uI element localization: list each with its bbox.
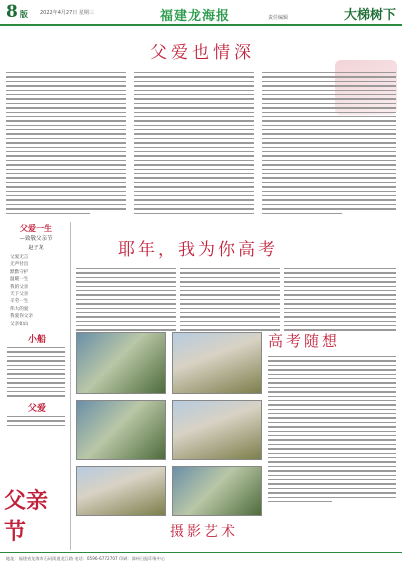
photo-2 bbox=[172, 332, 262, 394]
poem-line: 温暖一生 bbox=[10, 277, 29, 283]
photo-1 bbox=[76, 332, 166, 394]
poem-line: 辛劳一生 bbox=[10, 299, 29, 305]
article-title-poetry: 耶年，我为你高考 bbox=[118, 240, 278, 260]
photo-5 bbox=[76, 466, 166, 516]
editor-label: 责任编辑 bbox=[268, 15, 289, 21]
sidebar-heading-2: 小船 bbox=[28, 335, 47, 346]
poem-line: 天下父亲 bbox=[10, 292, 29, 298]
page-number: 8 版 bbox=[6, 2, 28, 22]
poem-line: 伟大的爱 bbox=[10, 306, 29, 312]
essay-body bbox=[268, 356, 396, 505]
article-body-left bbox=[6, 72, 126, 217]
column-name: 大梯树下 bbox=[343, 8, 396, 23]
poem-body-1 bbox=[76, 268, 176, 334]
poem-body-3 bbox=[284, 268, 396, 334]
fathers-day-art: 父亲节 bbox=[4, 488, 49, 545]
poem-body-2 bbox=[180, 268, 280, 334]
footer: 地址：福建省龙海市石码街道龙江路 电话：0596-6772707 印刷：漳州日报印务中心 bbox=[0, 552, 402, 565]
poem-line: 我的父亲 bbox=[10, 284, 29, 290]
sidebar-heading: 父爱一生 bbox=[20, 224, 52, 233]
photo-4 bbox=[172, 400, 262, 460]
poem-line: 无声付出 bbox=[10, 262, 29, 268]
article-title-essay: 高考随想 bbox=[268, 332, 341, 350]
issue-date: 2022年4月27日 星期三 bbox=[40, 10, 94, 16]
poem-line: 父亲如山 bbox=[10, 321, 29, 327]
poem-line: 默默守护 bbox=[10, 269, 29, 275]
article-body-mid bbox=[134, 72, 254, 217]
poem-line: 父爱无言 bbox=[10, 255, 29, 260]
photo-6 bbox=[172, 466, 262, 516]
poem-line: 我爱你父亲 bbox=[10, 314, 33, 320]
section-title-photo: 摄影艺术 bbox=[170, 524, 238, 540]
sidebar-subheading: —致敬父亲节 bbox=[19, 236, 53, 242]
masthead bbox=[0, 0, 402, 26]
paper-name: 福建龙海报 bbox=[160, 9, 231, 24]
article-title-friendship: 父爱也情深 bbox=[150, 43, 255, 63]
photo-3 bbox=[76, 400, 166, 460]
sidebar-heading-3: 父爱 bbox=[28, 403, 47, 414]
article-body-right bbox=[262, 72, 396, 217]
sidebar-author: 赵子龙 bbox=[28, 245, 44, 251]
